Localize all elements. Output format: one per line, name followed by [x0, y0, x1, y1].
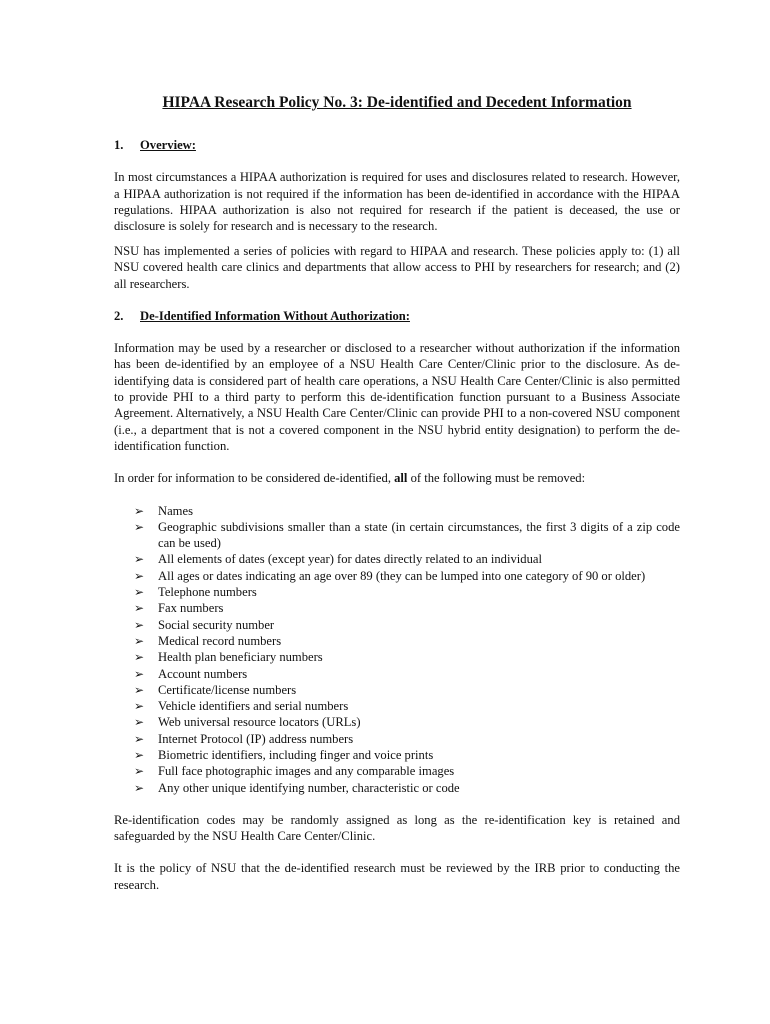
list-item	[134, 519, 680, 552]
reidentification-paragraph: Re-identification codes may be randomly assigned as long as the re-identification key is retained and safeguarded by the NSU Health Care Center/Clinic.	[114, 812, 680, 844]
list-item-text: Biometric identifiers, including finger and voice prints	[158, 748, 434, 762]
irb-policy-paragraph: It is the policy of NSU that the de-identified research must be reviewed by the IRB prior to conducting the research.	[114, 861, 680, 892]
list-intro	[114, 470, 680, 486]
list-item	[134, 568, 680, 584]
identifier-list	[114, 503, 680, 796]
arrow-bullet-icon: ➢	[134, 585, 145, 600]
list-item-text: Web universal resource locators (URLs)	[158, 715, 361, 730]
document-page	[114, 93, 680, 902]
list-item	[134, 731, 680, 747]
section-2-title: De-Identified Information Without Authorization:	[140, 308, 410, 323]
list-item-text: Names	[158, 503, 193, 518]
list-item	[134, 584, 680, 600]
arrow-bullet-icon: ➢	[134, 552, 145, 567]
list-item-text: All elements of dates (except year) for dates directly related to an individual	[158, 552, 542, 567]
list-item	[134, 747, 680, 763]
overview-paragraph-2: NSU has implemented a series of policies with regard to HIPAA and research. These policies apply to: (1) all NSU covered health care clinics and departments that allow access to PHI by researchers for research; and (2) all researchers.	[114, 243, 680, 291]
list-item-text: Health plan beneficiary numbers	[158, 650, 323, 665]
list-item	[134, 714, 680, 730]
deidentified-paragraph: Information may be used by a researcher or disclosed to a researcher without authorization if the information has been de-identified by an employee of a NSU Health Care Center/Clinic prior to the disclosure. As de-identifying data is considered part of health care operations, a NSU Health Care Center/Clinic is also permitted to provide PHI to a third party to perform this de-identification function pursuant to a Business Associate Agreement. Alternatively, a NSU Health Care Center/Clinic can provide PHI to a non-covered NSU component (i.e., a department that is not a covered component in the NSU hybrid entity designation) to perform the de-identification function.	[114, 341, 680, 453]
arrow-bullet-icon: ➢	[134, 715, 145, 730]
arrow-bullet-icon: ➢	[134, 503, 145, 518]
list-intro-before: In order for information to be considered de-identified,	[114, 471, 391, 486]
arrow-bullet-icon: ➢	[134, 666, 145, 681]
overview-paragraph-1: In most circumstances a HIPAA authorization is required for uses and disclosures related to research. However, a HIPAA authorization is not required if the information has been de-identified in accordance with the HIPAA regulations. HIPAA authorization is also not required for research if the patient is deceased, the use or disclosure is solely for research and is necessary to the research.	[114, 170, 680, 234]
list-item	[134, 600, 680, 616]
list-item	[134, 666, 680, 682]
arrow-bullet-icon: ➢	[134, 633, 145, 648]
arrow-bullet-icon: ➢	[134, 682, 145, 697]
list-item	[134, 633, 680, 649]
list-item-text: Vehicle identifiers and serial numbers	[158, 699, 349, 714]
section-2-heading	[114, 308, 680, 324]
arrow-bullet-icon: ➢	[134, 748, 145, 762]
section-1-title: Overview:	[140, 138, 196, 152]
section-2-number: 2.	[114, 308, 124, 323]
section-1-heading	[114, 137, 680, 153]
list-item	[134, 763, 680, 779]
list-item	[134, 503, 680, 519]
list-item	[134, 780, 680, 796]
list-item-text: Telephone numbers	[158, 585, 257, 600]
list-intro-after: of the following must be removed:	[410, 471, 586, 486]
list-item-text: Certificate/license numbers	[158, 682, 297, 697]
list-intro-emphasis: all	[394, 471, 408, 486]
arrow-bullet-icon: ➢	[134, 650, 145, 665]
arrow-bullet-icon: ➢	[134, 764, 145, 779]
list-item-text: Geographic subdivisions smaller than a state (in certain circumstances, the first 3 digits of a zip code can be used)	[158, 519, 680, 551]
list-item	[134, 617, 680, 633]
list-item-text: Any other unique identifying number, characteristic or code	[158, 780, 460, 795]
list-item-text: Medical record numbers	[158, 633, 282, 648]
list-item	[134, 551, 680, 567]
list-item	[134, 698, 680, 714]
list-item-text: Fax numbers	[158, 601, 224, 616]
arrow-bullet-icon: ➢	[134, 731, 145, 746]
list-item-text: All ages or dates indicating an age over 89 (they can be lumped into one category of 90 or older)	[158, 568, 646, 583]
list-item-text: Full face photographic images and any comparable images	[158, 764, 455, 779]
list-item	[134, 649, 680, 665]
list-item	[134, 682, 680, 698]
arrow-bullet-icon: ➢	[134, 699, 145, 714]
list-item-text: Internet Protocol (IP) address numbers	[158, 731, 354, 746]
arrow-bullet-icon: ➢	[134, 601, 145, 616]
section-1-number: 1.	[114, 138, 124, 152]
arrow-bullet-icon: ➢	[134, 568, 145, 583]
arrow-bullet-icon: ➢	[134, 780, 145, 795]
list-item-text: Social security number	[158, 617, 275, 632]
list-item-text: Account numbers	[158, 666, 248, 681]
arrow-bullet-icon: ➢	[134, 519, 145, 534]
document-title: HIPAA Research Policy No. 3: De-identified and Decedent Information	[162, 94, 632, 111]
arrow-bullet-icon: ➢	[134, 617, 145, 632]
